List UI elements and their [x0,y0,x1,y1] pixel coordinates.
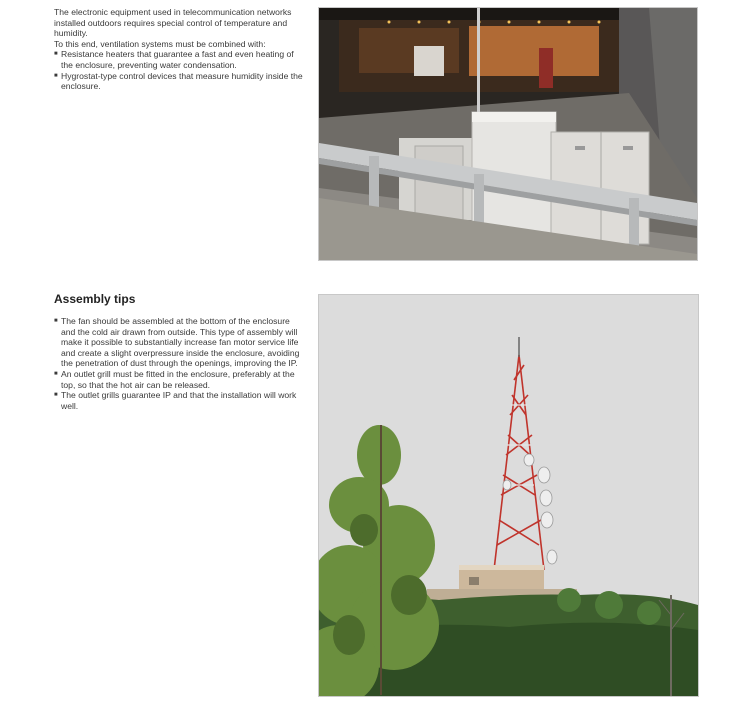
telecom-tower-photo [318,294,699,697]
square-bullet-icon: ■ [54,392,58,399]
assembly-bullet-text: The outlet grills guarantee IP and that the installation will work well. [61,390,297,411]
intro-lead: To this end, ventilation systems must be combined with: [54,38,266,49]
square-bullet-icon: ■ [54,318,58,324]
intro-bullet-text: Hygrostat-type control devices that measure humidity inside the enclosure. [61,70,303,92]
assembly-bullet [54,390,304,411]
intro-text-block [54,7,304,92]
intro-bullet [54,71,304,92]
assembly-bullet-text: The fan should be assembled at the bottom of the enclosure and the cold air drawn from outside. This type of assembly will make it possible to substantially increase fan motor service life and create a slight overpressure inside the enclosure, avoiding the penetration of dust through the openings, improving the IP. [61,316,300,369]
telecom-tower-illustration [319,295,698,696]
tunnel-enclosures-photo [318,7,698,261]
assembly-bullet-text: An outlet grill must be fitted in the enclosure, preferably at the top, so that the hot air can be released. [61,368,295,390]
square-bullet-icon: ■ [54,72,58,79]
intro-bullet-text: Resistance heaters that guarantee a fast and even heating of the enclosure, preventing water condensation. [61,49,294,70]
intro-paragraph: The electronic equipment used in telecommunication networks installed outdoors requires special control of temperature and humidity. [54,7,292,39]
intro-bullet [54,49,304,70]
assembly-text-block [54,316,304,411]
tunnel-enclosures-illustration [319,8,697,260]
square-bullet-icon: ■ [54,370,58,377]
assembly-tips-heading: Assembly tips [54,292,136,306]
assembly-bullet [54,369,304,390]
assembly-bullet [54,316,304,369]
square-bullet-icon: ■ [54,51,58,58]
